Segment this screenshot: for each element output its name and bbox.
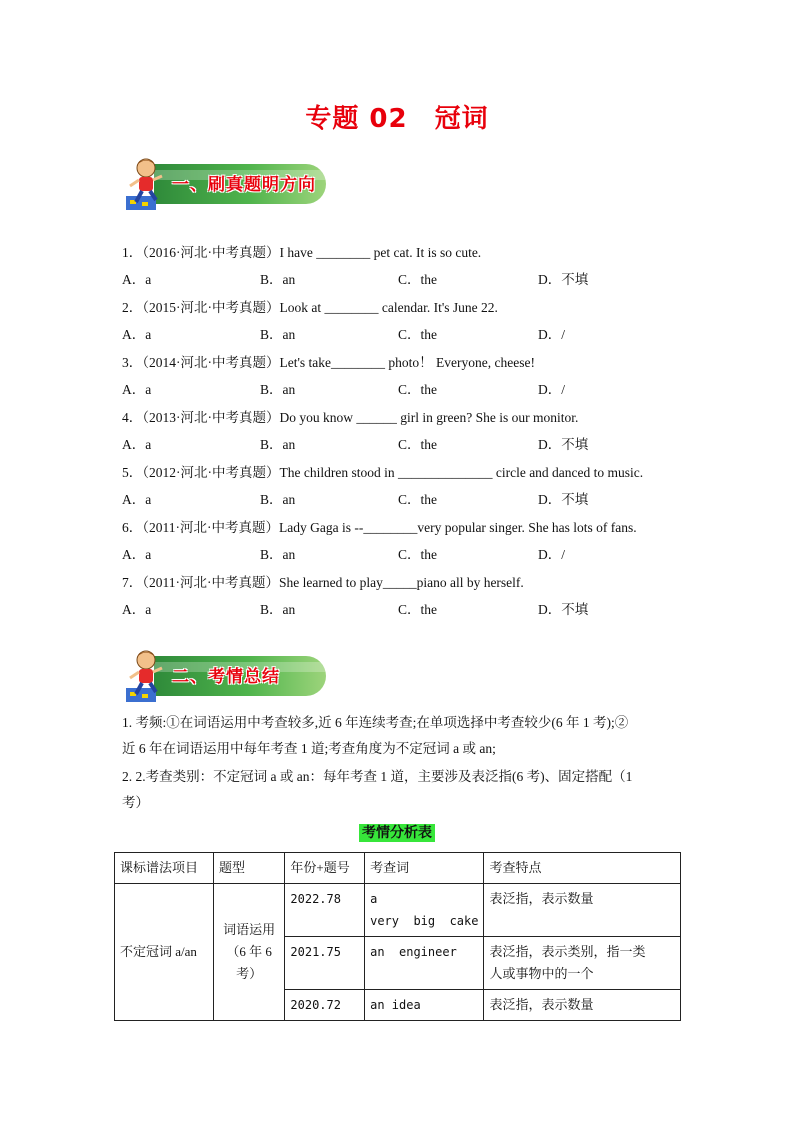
table-cell-year: 2021.75 [285, 937, 365, 990]
question-1-options [122, 268, 682, 286]
question-7-options [122, 598, 682, 616]
option-a: A．a [122, 547, 152, 562]
type-line: 词语运用 [223, 922, 276, 937]
question-4-options [122, 433, 682, 451]
feature-line: 表泛指，表示数量 [489, 997, 594, 1012]
word-line: a [370, 892, 378, 906]
table-cell-feature [484, 937, 681, 990]
question-2: 2．（2015·河北·中考真题）Look at ________ calendar. It's June 22. [122, 300, 498, 315]
type-line: 考） [236, 966, 263, 981]
option-c: C．the [398, 547, 437, 562]
option-b: B．an [260, 437, 296, 452]
analysis-table [114, 852, 681, 1021]
table-cell-feature [484, 884, 681, 937]
word-line: an engineer [370, 945, 457, 959]
summary-frequency [122, 710, 682, 762]
option-b: B．an [260, 327, 296, 342]
question-5-options [122, 488, 682, 506]
option-d: D．不填 [538, 437, 589, 452]
table-cell-feature [484, 990, 681, 1021]
option-a: A．a [122, 327, 152, 342]
option-a: A．a [122, 437, 152, 452]
option-b: B．an [260, 547, 296, 562]
table-caption-text: 考情分析表 [359, 824, 435, 842]
feature-line: 人或事物中的一个 [489, 966, 594, 981]
section1-banner [122, 156, 326, 212]
summary-category [122, 764, 682, 816]
option-c: C．the [398, 382, 437, 397]
option-c: C．the [398, 327, 437, 342]
option-a: A．a [122, 492, 152, 507]
question-3: 3．（2014·河北·中考真题）Let's take________ photo！ Everyone, cheese! [122, 355, 535, 370]
table-caption [0, 822, 794, 842]
table-header-row [115, 853, 681, 884]
word-line: an idea [370, 998, 421, 1012]
option-c: C．the [398, 437, 437, 452]
option-d: D．/ [538, 382, 565, 397]
table-cell-type [213, 884, 284, 1021]
section1-heading: 一、刷真题明方向 [172, 175, 316, 195]
option-b: B．an [260, 492, 296, 507]
option-d: D．不填 [538, 602, 589, 617]
table-header: 考查特点 [484, 853, 681, 884]
table-header: 考查词 [365, 853, 484, 884]
option-d: D．不填 [538, 272, 589, 287]
table-header: 题型 [213, 853, 284, 884]
summary-category-line1: 2. 2.考查类别：不定冠词 a 或 an：每年考查 1 道，主要涉及表泛指(6 考)、固定搭配（1 [122, 769, 633, 784]
option-a: A．a [122, 272, 152, 287]
summary-frequency-line2: 近 6 年在词语运用中每年考查 1 道;考查角度为不定冠词 a 或 an; [122, 741, 496, 756]
type-line: （6 年 6 [226, 944, 272, 959]
question-5: 5．（2012·河北·中考真题）The children stood in ______________ circle and danced to music. [122, 465, 644, 480]
section2-heading: 二、考情总结 [172, 667, 280, 687]
cartoon-boy-icon [122, 156, 178, 212]
question-1: 1．（2016·河北·中考真题）I have ________ pet cat. It is so cute. [122, 245, 482, 260]
question-6-options [122, 543, 682, 561]
table-cell-project: 不定冠词 a/an [115, 884, 214, 1021]
option-d: D．/ [538, 547, 565, 562]
table-header: 课标谱法项目 [115, 853, 214, 884]
table-header: 年份+题号 [285, 853, 365, 884]
table-row [115, 884, 681, 937]
option-c: C．the [398, 602, 437, 617]
option-b: B．an [260, 272, 296, 287]
summary-category-line2: 考） [122, 795, 149, 810]
option-c: C．the [398, 272, 437, 287]
table-cell-year: 2022.78 [285, 884, 365, 937]
summary-frequency-line1: 1. 考频:①在词语运用中考查较多,近 6 年连续考查;在单项选择中考查较少(6 年 1 考);② [122, 715, 629, 730]
word-line: very big cake [370, 914, 479, 928]
option-b: B．an [260, 602, 296, 617]
feature-line: 表泛指，表示类别，指一类 [489, 944, 646, 959]
section2-banner [122, 648, 326, 704]
question-7: 7．（2011·河北·中考真题）She learned to play_____piano all by herself. [122, 575, 524, 590]
question-6: 6．（2011·河北·中考真题）Lady Gaga is --________very popular singer. She has lots of fans. [122, 520, 637, 535]
question-4: 4．（2013·河北·中考真题）Do you know ______ girl in green? She is our monitor. [122, 410, 579, 425]
page-title: 专题 02 冠词 [305, 104, 489, 134]
table-cell-word [365, 884, 484, 937]
option-c: C．the [398, 492, 437, 507]
table-cell-word [365, 937, 484, 990]
question-2-options [122, 323, 682, 341]
table-cell-year: 2020.72 [285, 990, 365, 1021]
option-b: B．an [260, 382, 296, 397]
cartoon-boy-icon [122, 648, 178, 704]
feature-line: 表泛指，表示数量 [489, 891, 594, 906]
table-cell-word [365, 990, 484, 1021]
option-a: A．a [122, 382, 152, 397]
option-d: D．/ [538, 327, 565, 342]
option-a: A．a [122, 602, 152, 617]
question-3-options [122, 378, 682, 396]
option-d: D．不填 [538, 492, 589, 507]
